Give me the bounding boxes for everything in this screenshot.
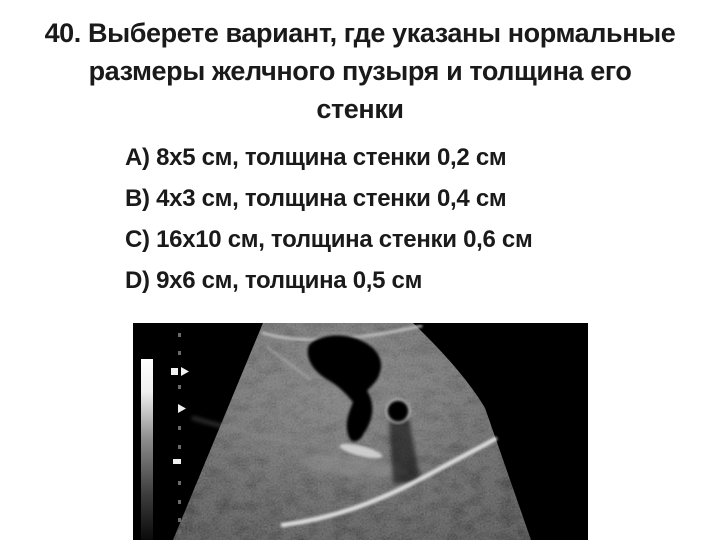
- ultrasound-image: [133, 323, 588, 540]
- ultrasound-scan: [133, 323, 588, 540]
- answer-option-b: B) 4x3 см, толщина стенки 0,4 см: [125, 185, 507, 212]
- answer-option-c: C) 16x10 см, толщина стенки 0,6 см: [125, 226, 533, 253]
- answer-option-a: A) 8x5 см, толщина стенки 0,2 см: [125, 144, 507, 171]
- question-title-line-2: размеры желчного пузыря и толщина его: [88, 56, 632, 86]
- answer-options: [125, 137, 532, 301]
- question-title-line-3: стенки: [316, 94, 404, 124]
- question-title-line-1: 40. Выберете вариант, где указаны нормальные: [44, 18, 676, 48]
- question-title: [0, 14, 720, 128]
- grayscale-bar: [141, 359, 153, 540]
- answer-option-d: D) 9x6 см, толщина 0,5 см: [125, 267, 423, 294]
